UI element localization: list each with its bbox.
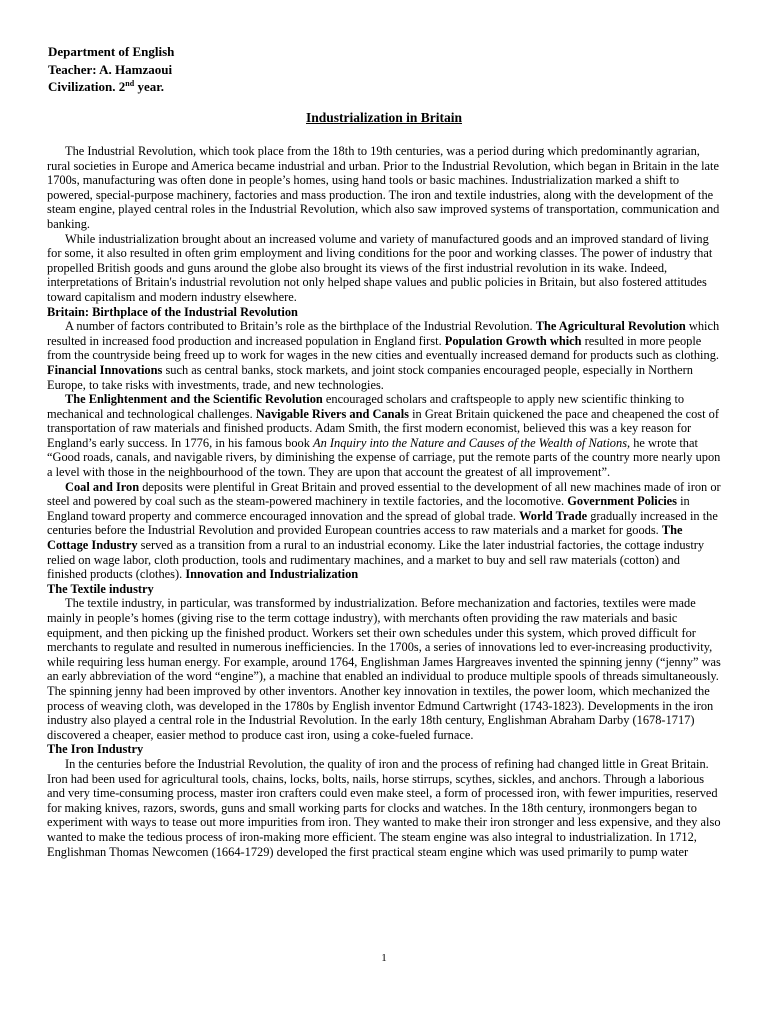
bold-term: Navigable Rivers and Canals — [255, 406, 410, 421]
text-run: deposits were plentiful in Great Britain and proved essential to the development of all new machines made of iron or steel and powered by coal such as the steam-powered machinery in textile factories, and the locomotive. — [47, 479, 721, 509]
bold-term: Innovation and Industrialization — [185, 567, 359, 582]
bold-term: Government Policies — [567, 494, 678, 509]
text-run: encouraged scholars and craftspeople to apply new scientific thinking to mechanical and technological challenges. — [47, 392, 685, 421]
course-ordinal: nd — [125, 79, 135, 88]
text-run: served as a transition from a rural to an industrial economy. Like the later industrial factories, the cottage industry relied on wage labor, cloth production, tools and rudimentary machines, and a market to buy and sell raw materials (cotton) and finished products (clothes). — [47, 538, 705, 582]
course-prefix: Civilization. 2 — [48, 79, 126, 94]
bold-term: Population Growth which — [444, 333, 582, 348]
heading-textile: The Textile industry — [47, 581, 154, 596]
text-run: he wrote that “Good roads, canals, and navigable rivers, by diminishing the expense of carriage, put the remote parts of the country more nearly upon a level with those in the neighbourhood of the town. They are upon that account the greatest of all improvement”. — [47, 435, 721, 480]
teacher-line: Teacher: A. Hamzaoui — [48, 61, 173, 77]
heading-birthplace: Britain: Birthplace of the Industrial Revolution — [47, 304, 298, 319]
paragraph-enlightenment — [47, 392, 721, 480]
text-run: gradually increased in the centuries before the Industrial Revolution and provided European countries access to raw materials and a market for goods. — [47, 508, 718, 538]
heading-iron: The Iron Industry — [47, 742, 144, 757]
text-run: in Great Britain quickened the pace and cheapened the cost of transportation of raw materials and finished products. Adam Smith, the first modern economist, believed this was a key reason for England’s early success. In 1776, in his famous book — [47, 406, 719, 450]
department-line: Department of English — [48, 44, 175, 59]
text-run: resulted in more people from the countryside being freed up to work for wages in the new cities and eventually increased demand for products such as clothing. — [47, 333, 719, 363]
document-body — [47, 144, 721, 859]
paragraph-iron: In the centuries before the Industrial Revolution, the quality of iron and the process of refining had changed little in Great Britain. Iron had been used for agricultural tools, chains, locks, bolts, nails, horse stirrups, scythes, sickles, and anchors. Through a laborious and very time-consuming process, master iron crafters could even make steel, a form of processed iron, with fewer impurities, reserved for making knives, razors, swords, guns and small working parts for clocks and watches. In the 18th century, ironmongers began to experiment with ways to tease out more impurities from iron. They wanted to make their iron stronger and less expensive, and they also wanted to make the tedious process of iron-making more efficient. The steam engine was also integral to industrialization. In 1712, Englishman Thomas Newcomen (1664-1729) developed the first practical steam engine which was used primarily to pump water — [47, 756, 721, 859]
bold-term: Financial Innovations — [47, 362, 163, 377]
text-run: such as central banks, stock markets, and joint stock companies encouraged people, especially in Northern Europe, to take risks with investments, trade, and new technologies. — [47, 362, 693, 392]
text-run: A number of factors contributed to Britain’s role as the birthplace of the Industrial Revolution. — [65, 319, 536, 334]
page-title: Industrialization in Britain — [305, 110, 463, 125]
bold-term: The Agricultural Revolution — [535, 319, 686, 334]
paragraph-coal-iron — [47, 480, 721, 582]
paragraph-intro: The Industrial Revolution, which took place from the 18th to 19th centuries, was a period during which predominantly agrarian, rural societies in Europe and America became industrial and urban. Prior to the Industrial Revolution, which began in Britain in the late 1700s, manufacturing was often done in people’s homes, using hand tools or basic machines. Industrialization marked a shift to powered, special-purpose machinery, factories and mass production. The iron and textile industries, along with the development of the steam engine, played central roles in the Industrial Revolution, which also saw improved systems of transportation, communication and banking. — [47, 144, 720, 231]
bold-term: World Trade — [519, 508, 588, 523]
paragraph-factors — [47, 319, 721, 392]
text-run: which resulted in increased food production and increased population in England first. — [47, 319, 720, 348]
text-run: in England toward property and commerce encouraged innovation and the spread of global trade. — [47, 494, 690, 523]
course-suffix: year. — [134, 79, 165, 94]
course-line — [48, 78, 174, 96]
paragraph-textile: The textile industry, in particular, was transformed by industrialization. Before mechanization and factories, textiles were made mainly in people’s homes (giving rise to the term cottage industry), with merchants often providing the raw materials and basic equipment, and then picking up the finished product. Workers set their own schedules under this system, which proved difficult for merchants to regulate and resulted in numerous inefficiencies. In the 1700s, a series of innovations led to ever-increasing productivity, while requiring less human energy. For example, around 1764, Englishman James Hargreaves invented the spinning jenny (“jenny” was an early abbreviation of the word “engine”), a machine that enabled an individual to produce multiple spools of threads simultaneously. The spinning jenny had been improved by other inventors. Another key innovation in textiles, the power loom, which mechanized the process of weaving cloth, was developed in the 1780s by English inventor Edmund Cartwright (1743-1823). Developments in the iron industry also played a central role in the Industrial Revolution. In the early 18th century, Englishman Abraham Darby (1678-1717) discovered a cheaper, easier method to produce cast iron, using a coke-fueled furnace. — [47, 596, 721, 742]
bold-term: Coal and Iron — [65, 479, 140, 494]
page-number: 1 — [381, 952, 387, 964]
bold-term: The Cottage Industry — [47, 523, 683, 553]
bold-term: The Enlightenment and the Scientific Revolution — [65, 392, 323, 407]
book-title: An Inquiry into the Nature and Causes of the Wealth of Nations, — [313, 435, 631, 450]
document-header — [48, 43, 174, 96]
paragraph-impact: While industrialization brought about an increased volume and variety of manufactured goods and an improved standard of living for some, it also resulted in often grim employment and living conditions for the poor and working classes. The power of industry that propelled British goods and guns around the globe also brought its views of the first industrial revolution in its wake. Indeed, interpretations of Britain's industrial revolution not only helped shape values and public policies in Britain, but also fostered attitudes toward capitalism and modern industry elsewhere. — [47, 231, 713, 304]
